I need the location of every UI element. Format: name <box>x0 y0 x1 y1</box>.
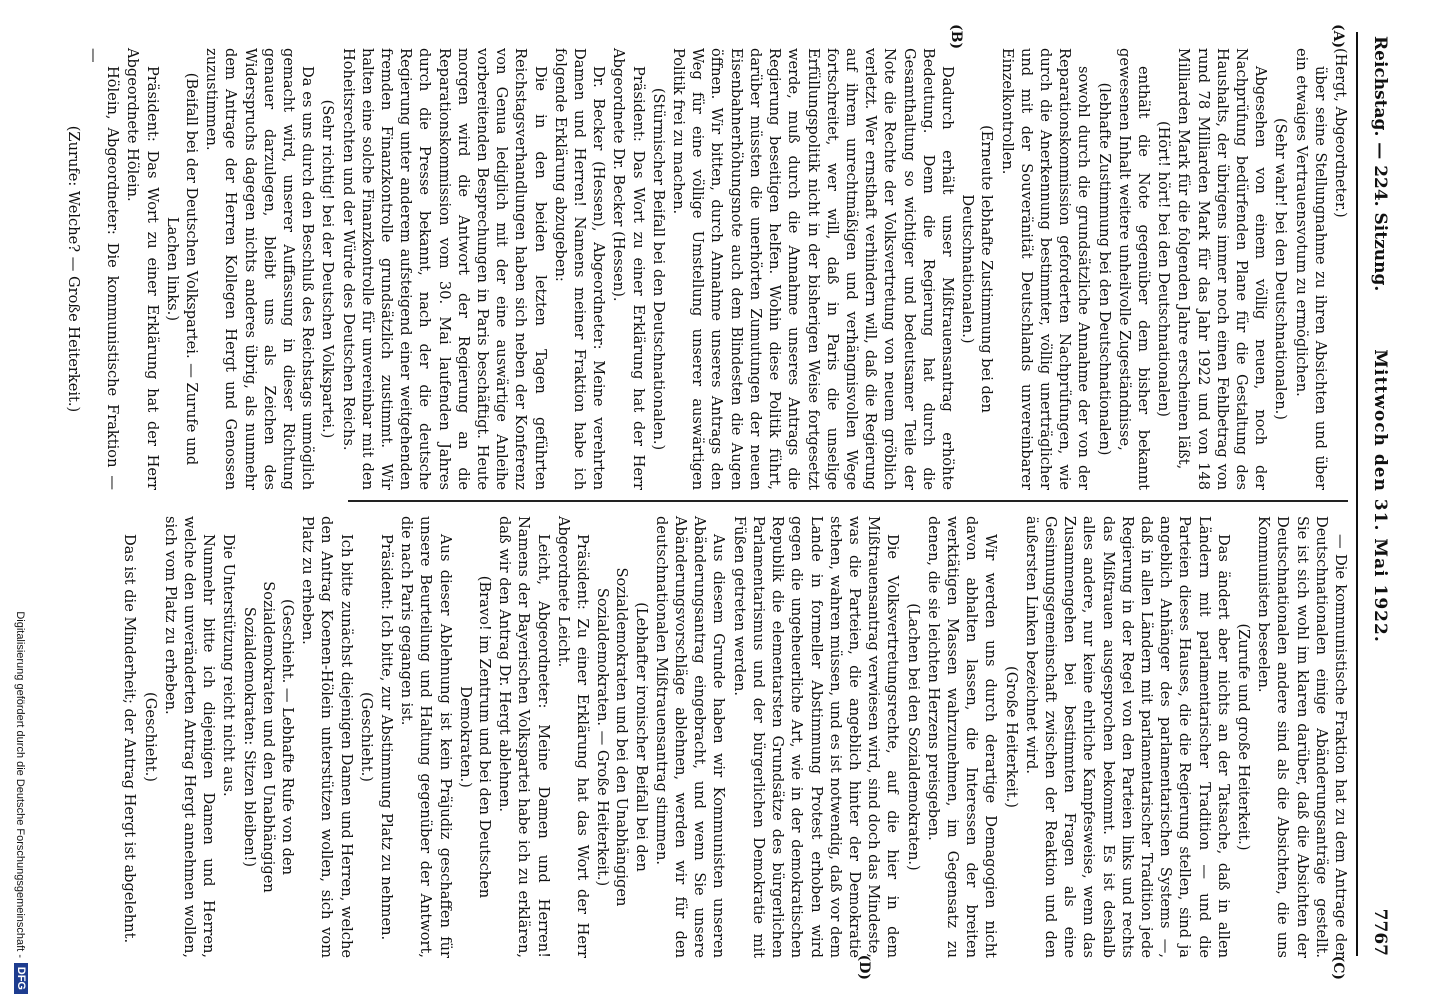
speaker-paragraph: Leicht, Abgeordneter: Meine Damen und Herren! Namens der Bayerischen Volkspartei habe ich zu erklären, daß wir den Antrag Dr. Hergt ablehnen. <box>496 516 552 958</box>
column-divider <box>348 500 1348 502</box>
speaker-paragraph: Dr. Becker (Hessen), Abgeordneter: Meine verehrten Damen und Herren! Namens meiner Fraktion habe ich folgende Erklärung abzugeben: <box>551 48 608 490</box>
paragraph: über seine Stellungnahme zu ihren Absichten und über ein etwaiges Vertrauensvotum zu ermöglichen. <box>1292 48 1329 490</box>
page-header <box>1362 36 1390 956</box>
interjection: (lebhafte Zustimmung bei den Deutschnationalen) <box>1095 82 1113 456</box>
paragraph: enthält die Note gegenüber dem bisher bekannt gewesenen Inhalt weitere unheilvolle Zugeständnisse, <box>1115 48 1152 490</box>
dfg-logo: DFG <box>14 963 28 994</box>
margin-marker-a: (A) <box>1330 24 1346 49</box>
interjection: (Geschieht.) <box>357 692 375 782</box>
header-rule <box>1356 32 1358 956</box>
speaker-paragraph: Präsident: Das Wort zu einer Erklärung hat der Herr Abgeordnete Dr. Becker (Hessen). <box>610 48 647 490</box>
interjection: (Beifall bei der Deutschen Volkspartei. — Zurufe und Lachen links.) <box>163 72 201 466</box>
paragraph: Ich bitte zunächst diejenigen Damen und Herren, welche den Antrag Koenen-Hölein unterstützen wollen, sich vom Platz zu erheben. <box>299 516 355 958</box>
paragraph: (Hergt, Abgeordneter.) <box>1332 48 1349 218</box>
paragraph: Das ist die Minderheit; der Antrag Hergt ist abgelehnt. <box>121 534 139 944</box>
paragraph: Da es uns durch den Beschluß des Reichstags unmöglich gemacht wird, unserer Auffassung in dieser Richtung genauer darzulegen, bleibt uns als Zeichen des Widerspruchs dagegen nichts anderes übrig, als nunmehr dem Antrage der Herren Kollegen Hergt und Genossen zuzustimmen. <box>203 48 317 490</box>
paragraph: Das ändert aber nichts an der Tatsache, daß in allen Ländern mit parlamentarischer Tradition — und die Parteien dieses Hauses, die die Regierung stellen, sind ja angeblich Anhänger des parlamentarischen Systems —, daß in allen Ländern mit parlamentarischer Tradition jede Regierung in der Regel von den Parteien links und rechts das Mißtrauen ausgesprochen bekommt. Es ist deshalb alles andere, nur keine ehrliche Kampfesweise, wenn das Zusammengehen bei bestimmten Fragen als eine Gesinnungsgemeinschaft zwischen der Reaktion und den äußersten Linken bezeichnet wird. <box>1022 516 1232 958</box>
speaker-paragraph: Präsident: Zu einer Erklärung hat das Wort der Herr Abgeordnete Leicht. <box>554 516 592 958</box>
interjection: (Zurufe: Welche? — Große Heiterkeit.) <box>64 125 82 413</box>
interjection: (Lebhafter ironischer Beifall bei den Sozialdemokraten und bei den Unabhängigen Sozialdemokraten. — Große Heiterkeit.) <box>594 567 650 907</box>
paragraph: Abgesehen von einem völlig neuen, noch der Nachprüfung bedürfenden Plane für die Gestaltung des Haushalts, der übrigens immer noch einen Fehlbetrag von rund 78 Milliarden Mark für das Jahr 1922 und von 148 Milliarden Mark für die folgenden Jahre erscheinen läßt, <box>1175 48 1270 490</box>
paragraph: Dadurch erhält unser Mißtrauensantrag erhöhte Bedeutung. Denn die Regierung hat durch die Gesamthaltung so wichtiger und bedeutsamer Teile der Note die Rechte der Volksvertretung von neuem gröblich verletzt. Wer ernsthaft verhindern will, daß die Regierung auf ihrem unrechtmäßigen und verhängnisvollen Wege fortschreitet, wer will, daß in Paris die unselige Erfüllungspolitik nicht in der bisherigen Weise fortgesetzt werde, muß durch die Annahme unseres Antrags die Regierung beseitigen helfen. Wohin diese Politik führt, darüber müssten die unerhörten Zumutungen der neuen Eisenbahnerhöhungsnote auch dem Blindesten die Augen öffnen. Wir bitten, durch Annahme unseres Antrags den Weg für eine völlige Umstellung unserer auswärtigen Politik frei zu machen. <box>670 48 956 490</box>
interjection: (Zurufe und große Heiterkeit.) <box>1234 623 1252 851</box>
left-column <box>63 48 1350 490</box>
interjection: (Sehr richtig! bei der Deutschen Volkspartei.) <box>319 99 337 439</box>
interjection: (Große Heiterkeit.) <box>1002 666 1020 808</box>
interjection: (Geschieht. — Lebhafte Rufe von den Sozialdemokraten und den Unabhängigen Sozialdemokraten: Sitzen bleiben!) <box>240 581 297 893</box>
paragraph: Nunmehr bitte ich diejenigen Damen und Herren, welche den unveränderten Antrag Hergt annehmen wollen, sich vom Platz zu erheben. <box>161 516 218 958</box>
interjection: (Hört! hört! bei den Deutschnationalen) <box>1155 121 1173 417</box>
paragraph: Aus dieser Ablehnung ist kein Präjudiz geschaffen für unsere Beurteilung und Haltung gegenüber der Antwort, die nach Paris gegangen ist. <box>398 516 454 958</box>
paragraph: — Die kommunistische Fraktion hat zu dem Antrage der Deutschnationalen einige Abänderungsanträge gestellt. Sie ist sich wohl im klaren darüber, daß die Absichten der Deutschnationalen andere sind als die Absichten, die uns Kommunisten beseelen. <box>1255 516 1349 958</box>
right-column <box>119 516 1350 958</box>
footer-credit: Digitalisierung gefördert durch die Deutsche Forschungsgemeinschaft - <box>14 611 26 958</box>
paragraph: Die Volksvertretungsrechte, auf die hier in dem Mißtrauensantrag verwiesen wird, sind doch das Mindeste, was die Parteien, die angeblich hinter der Demokratie stehen, wahren müssen, und es ist notwendig, daß vor dem Lande in formeller Abstimmung Protest erhoben wird gegen die ungeheuerliche Art, wie in der demokratischen Republik die elementarsten Grundsätze des bürgerlichen Parlamentarismus und der bürgerlichen Demokratie mit Füßen getreten werden. <box>730 516 902 958</box>
interjection: (Stürmischer Beifall bei den Deutschnationalen.) <box>649 87 667 451</box>
paragraph: Die Unterstützung reicht nicht aus. <box>220 534 238 797</box>
paragraph: sowohl durch die grundsätzliche Annahme der von der Reparationskommission geforderten Nachprüfungen, wie durch die Anerkennung bestimmter, völlig unerträglicher und mit der Souveränität Deutschlands unvereinbarer Einzelkontrollen. <box>998 48 1093 490</box>
paragraph: Aus diesem Grunde haben wir Kommunisten unseren Abänderungsantrag eingebracht, und wenn Sie unsere Abänderungsvorschläge ablehnen, werden wir für den deutschnationalen Mißtrauensantrag stimmen. <box>652 516 728 958</box>
interjection: (Lachen bei den Sozialdemokraten.) <box>904 603 922 871</box>
interjection: (Bravo! im Zentrum und bei den Deutschen Demokraten.) <box>456 575 494 899</box>
speaker-paragraph: Präsident: Ich bitte, zur Abstimmung Platz zu nehmen. <box>378 534 396 941</box>
page-number: 7767 <box>1370 908 1390 956</box>
paragraph: Die in den beiden letzten Tagen geführten Reichstagsverhandlungen haben sich neben der Konferenz von Genua lediglich mit der eine auswärtige Anleihe vorbereitenden Besprechungen in Paris beschäftigt. Heute morgen wird die Antwort der Regierung an die Reparationskommission vom 30. Mai laufenden Jahres durch die Presse bekannt, nach der die deutsche Regierung unter anderem aufsteigend einer weitgehenden fremden Finanzkontrolle grundsätzlich zustimmt. Wir halten eine solche Finanzkontrolle für unvereinbar mit den Hoheitsrechten und der Würde des Deutschen Reichs. <box>339 48 549 490</box>
header-date: Mittwoch den 31. Mai 1922. <box>1370 349 1390 643</box>
header-left: Reichstag. — 224. Sitzung. <box>1370 36 1390 292</box>
speaker-paragraph: Präsident: Das Wort zu einer Erklärung hat der Herr Abgeordnete Hölein. <box>124 48 161 490</box>
paragraph: Wir werden uns durch derartige Demagogien nicht davon abhalten lassen, die Interessen der breiten werktätigen Massen wahrzunehmen, im Gegensatz zu denen, die sie leichten Herzens preisgeben. <box>924 516 1000 958</box>
margin-marker-b: (B) <box>948 24 964 50</box>
speaker-paragraph: Hölein, Abgeordneter: Die kommunistische Fraktion — — <box>85 48 122 490</box>
digitization-footer <box>6 0 28 1000</box>
margin-marker-d: (D) <box>856 954 872 980</box>
interjection: (Erneute lebhafte Zustimmung bei den Deutschnationalen.) <box>959 125 996 413</box>
interjection: (Geschieht.) <box>141 692 159 782</box>
interjection: (Sehr wahr! bei den Deutschnationalen.) <box>1272 118 1290 420</box>
margin-marker-c: (C) <box>1330 955 1346 980</box>
